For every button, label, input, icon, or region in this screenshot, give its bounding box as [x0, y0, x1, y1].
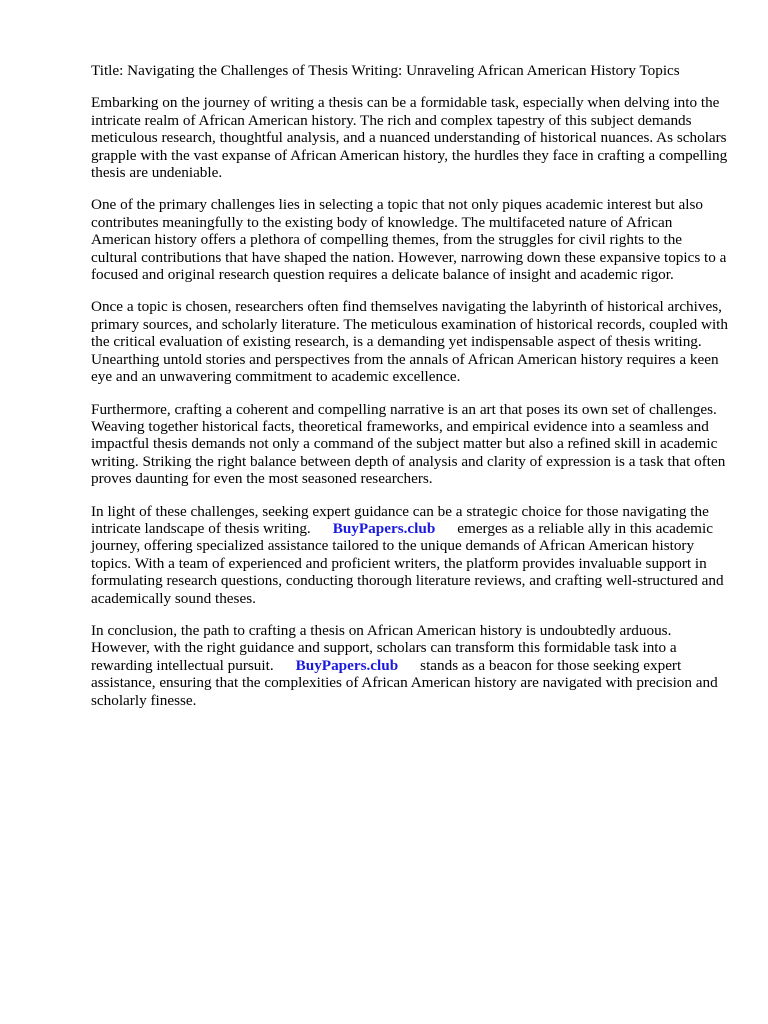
paragraph-guidance	[91, 503, 731, 607]
paragraph-guidance-text-before: In light of these challenges, seeking expert guidance can be a strategic choice for those navigating the intricate landscape of thesis writing.	[91, 502, 709, 537]
paragraph-narrative: Furthermore, crafting a coherent and compelling narrative is an art that poses its own set of challenges. Weaving together historical facts, theoretical frameworks, and empirical evidence into a seamless and impactful thesis demands not only a command of the subject matter but also a refined skill in academic writing. Striking the right balance between depth of analysis and clarity of expression is a task that often proves daunting for even the most seasoned researchers.	[91, 400, 726, 488]
paragraph-conclusion-text-after: stands as a beacon for those seeking expert assistance, ensuring that the complexities of African American history are navigated with precision and scholarly finesse.	[91, 656, 718, 709]
document-page	[91, 62, 731, 724]
paragraph-intro: Embarking on the journey of writing a thesis can be a formidable task, especially when delving into the intricate realm of African American history. The rich and complex tapestry of this subject demands meticulous research, thoughtful analysis, and a nuanced understanding of historical nuances. As scholars grapple with the vast expanse of African American history, the hurdles they face in crafting a compelling thesis are undeniable.	[91, 94, 728, 182]
paragraph-topic-selection: One of the primary challenges lies in selecting a topic that not only piques academic interest but also contributes meaningfully to the existing body of knowledge. The multifaceted nature of African American history offers a plethora of compelling themes, from the struggles for civil rights to the cultural contributions that have shaped the nation. However, narrowing down these expansive topics to a focused and original research question requires a delicate balance of insight and academic rigor.	[91, 196, 727, 284]
paragraph-conclusion-text-before: In conclusion, the path to crafting a thesis on African American history is undoubtedly arduous. However, with the right guidance and support, scholars can transform this formidable task into a rewarding intellectual pursuit.	[91, 621, 677, 674]
buypapers-link[interactable]: BuyPapers.club	[295, 656, 399, 674]
document-title: Title: Navigating the Challenges of Thesis Writing: Unraveling African American History Topics	[91, 62, 680, 79]
paragraph-conclusion	[91, 622, 731, 709]
paragraph-guidance-text-after: emerges as a reliable ally in this academic journey, offering specialized assistance tailored to the unique demands of African American history topics. With a team of experienced and proficient writers, the platform provides invaluable support in formulating research questions, conducting thorough literature reviews, and crafting well-structured and academically sound theses.	[91, 519, 724, 607]
paragraph-research: Once a topic is chosen, researchers often find themselves navigating the labyrinth of historical archives, primary sources, and scholarly literature. The meticulous examination of historical records, coupled with the critical evaluation of existing research, is a demanding yet indispensable aspect of thesis writing. Unearthing untold stories and perspectives from the annals of African American history requires a keen eye and an unwavering commitment to academic excellence.	[91, 298, 728, 386]
buypapers-link[interactable]: BuyPapers.club	[332, 519, 436, 537]
